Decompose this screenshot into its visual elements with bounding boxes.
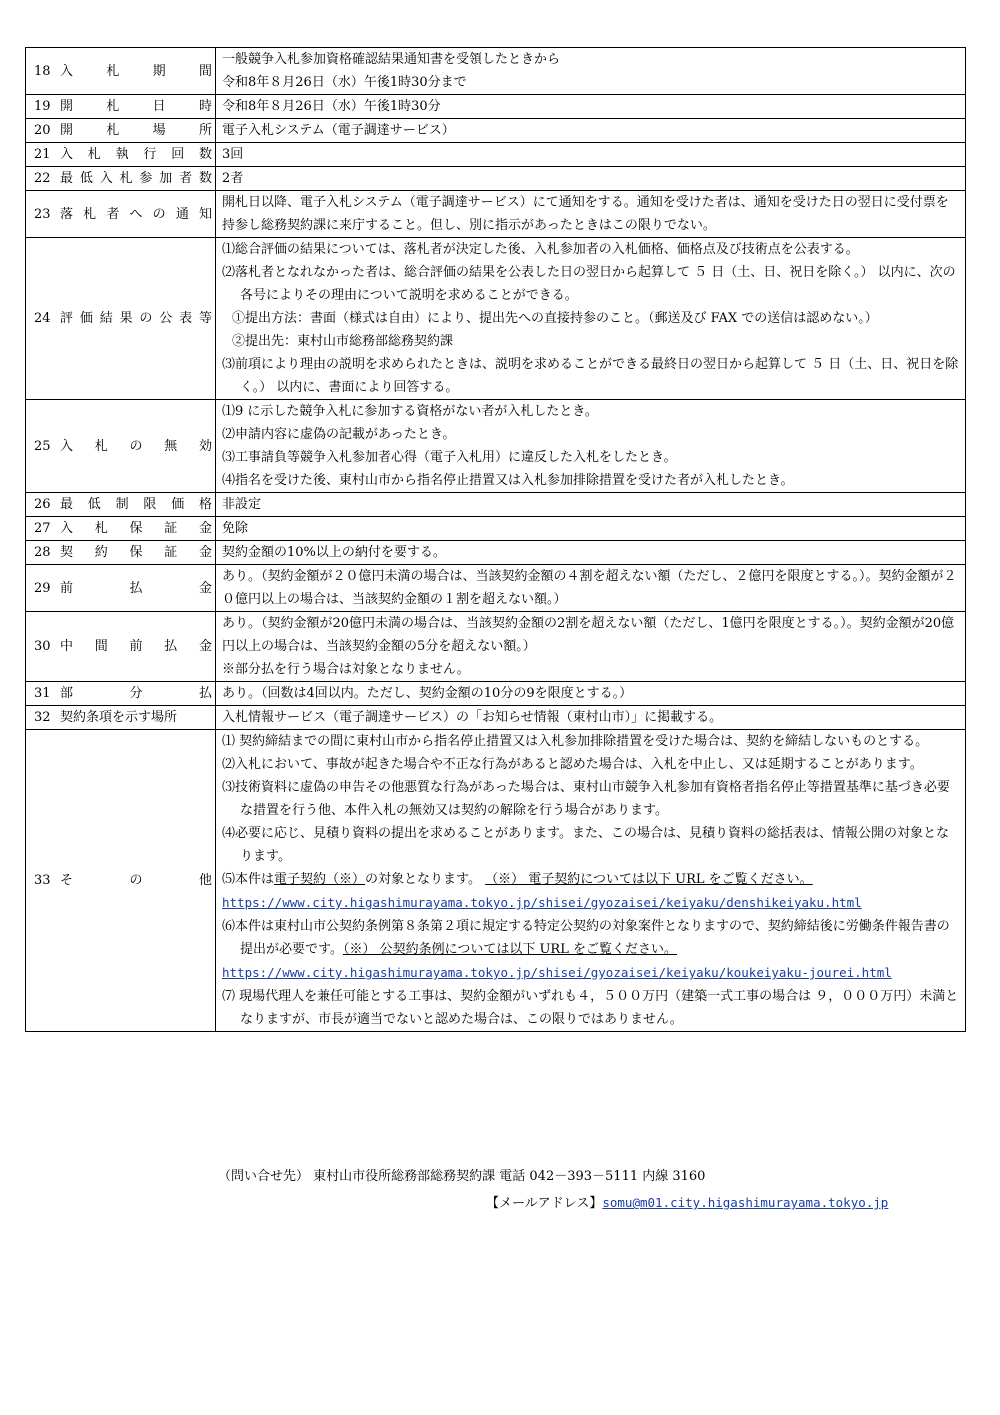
table-row xyxy=(26,238,966,400)
row-value: ⑴総合評価の結果については、落札者が決定した後、入札参加者の入札価格、価格点及び技術点を公表する。 ⑵落札者となれなかった者は、総合評価の結果を公表した日の翌日から起算して ５ 日（土、日、祝日を除く。） 以内に、次の各号によりその理由について説明を求めることができる。 ①提出方法：書面（様式は自由）により、提出先への直接持参のこと。（郵送及び FAX での送信は認めない。） ②提出先：東村山市総務部総務契約課 ⑶前項により理由の説明を求められたときは、説明を求めることができる最終日の翌日から起算して ５ 日（土、日、祝日を除く。） 以内に、書面により回答する。 xyxy=(216,238,966,400)
table-row xyxy=(26,119,966,143)
row-label: 25 入札の無効 xyxy=(26,400,216,493)
row-label: 33 その他 xyxy=(26,730,216,1032)
row-value: 2者 xyxy=(216,167,966,191)
document-page xyxy=(25,47,966,1032)
email-link[interactable]: somu@m01.city.higashimurayama.tokyo.jp xyxy=(602,1195,889,1210)
row-value: あり。（回数は4回以内。ただし、契約金額の10分の9を限度とする。） xyxy=(216,682,966,706)
row-label: 29 前払金 xyxy=(26,565,216,612)
row-label: 20 開札場所 xyxy=(26,119,216,143)
row-label: 22 最低入札参加者数 xyxy=(26,167,216,191)
row-value: ⑴9 に示した競争入札に参加する資格がない者が入札したとき。 ⑵申請内容に虚偽の記載があったとき。 ⑶工事請負等競争入札参加者心得（電子入札用）に違反した入札をしたとき。 ⑷指名を受けた後、東村山市から指名停止措置又は入札参加排除措置を受けた者が入札したとき。 xyxy=(216,400,966,493)
table-row xyxy=(26,612,966,682)
row-value: 3回 xyxy=(216,143,966,167)
row-value: あり。（契約金額が２０億円未満の場合は、当該契約金額の４割を超えない額（ただし、２億円を限度とする。）。契約金額が２０億円以上の場合は、当該契約金額の１割を超えない額。） xyxy=(216,565,966,612)
table-row xyxy=(26,191,966,238)
table-row xyxy=(26,730,966,1032)
row-value: 令和8年８月26日（水）午後1時30分 xyxy=(216,95,966,119)
table-row xyxy=(26,706,966,730)
row-value: 電子入札システム（電子調達サービス） xyxy=(216,119,966,143)
row-value: 開札日以降、電子入札システム（電子調達サービス）にて通知をする。通知を受けた者は、通知を受けた日の翌日に受付票を持参し総務契約課に来庁すること。但し、別に指示があったときはこの限りでない。 xyxy=(216,191,966,238)
row-value: 一般競争入札参加資格確認結果通知書を受領したときから 令和8年８月26日（水）午後1時30分まで xyxy=(216,48,966,95)
row-value: 非設定 xyxy=(216,493,966,517)
row-value: ⑴ 契約締結までの間に東村山市から指名停止措置又は入札参加排除措置を受けた場合は、契約を締結しないものとする。 ⑵入札において、事故が起きた場合や不正な行為があると認めた場合は、入札を中止し、又は延期することがあります。 ⑶技術資料に虚偽の申告その他悪質な行為があった場合は、東村山市競争入札参加有資格者指名停止等措置基準に基づき必要な措置を行う他、本件入札の無効又は契約の解除を行う場合があります。 ⑷必要に応じ、見積り資料の提出を求めることがあります。また、この場合は、見積り資料の総括表は、情報公開の対象となります。 ⑸本件は電子契約（※）の対象となります。 （※） 電子契約については以下 URL をご覧ください。 https://www.city.higashimurayama.tokyo.jp/shisei/gyozaisei/keiyaku/denshikeiyaku.html ⑹本件は東村山市公契約条例第８条第２項に規定する特定公契約の対象案件となりますので、契約締結後に労働条件報告書の提出が必要です。（※） 公契約条例については以下 URL をご覧ください。 https://www.city.higashimurayama.tokyo.jp/shisei/gyozaisei/keiyaku/koukeiyaku-jourei.html ⑺ 現場代理人を兼任可能とする工事は、契約金額がいずれも４，５００万円（建築一式工事の場合は ９，０００万円）未満となりますが、市長が適当でないと認めた場合は、この限りではありません。 xyxy=(216,730,966,1032)
row-label: 30 中間前払金 xyxy=(26,612,216,682)
table-row xyxy=(26,400,966,493)
table-row xyxy=(26,143,966,167)
email-line xyxy=(486,1192,888,1211)
row-value: 入札情報サービス（電子調達サービス）の「お知らせ情報（東村山市）」に掲載する。 xyxy=(216,706,966,730)
table-row xyxy=(26,48,966,95)
table-row xyxy=(26,167,966,191)
table-row xyxy=(26,493,966,517)
row-value: 免除 xyxy=(216,517,966,541)
koukeiyaku-jourei-link[interactable]: https://www.city.higashimurayama.tokyo.jp/shisei/gyozaisei/keiyaku/koukeiyaku-jourei.html xyxy=(222,965,892,980)
contact-info: （問い合せ先） 東村山市役所総務部総務契約課 電話 042－393－5111 内線 3160 xyxy=(218,1169,706,1184)
row-label: 23 落札者への通知 xyxy=(26,191,216,238)
email-label: 【メールアドレス】 xyxy=(486,1196,603,1211)
row-value: 契約金額の10%以上の納付を要する。 xyxy=(216,541,966,565)
table-row xyxy=(26,541,966,565)
row-label: 31 部分払 xyxy=(26,682,216,706)
row-label: 27 入札保証金 xyxy=(26,517,216,541)
row-label: 26 最低制限価格 xyxy=(26,493,216,517)
row-label: 32 契約条項を示す場所 xyxy=(26,706,216,730)
row-value: あり。（契約金額が20億円未満の場合は、当該契約金額の2割を超えない額（ただし、1億円を限度とする。）。契約金額が20億円以上の場合は、当該契約金額の5分を超えない額。） ※部分払を行う場合は対象となりません。 xyxy=(216,612,966,682)
row-label: 18 入札期間 xyxy=(26,48,216,95)
row-label: 24 評価結果の公表等 xyxy=(26,238,216,400)
table-row xyxy=(26,565,966,612)
denshikeiyaku-link[interactable]: https://www.city.higashimurayama.tokyo.jp/shisei/gyozaisei/keiyaku/denshikeiyaku.html xyxy=(222,895,862,910)
row-label: 21 入札執行回数 xyxy=(26,143,216,167)
tender-conditions-table xyxy=(25,47,966,1032)
table-row xyxy=(26,517,966,541)
table-row xyxy=(26,682,966,706)
row-label: 19 開札日時 xyxy=(26,95,216,119)
table-row xyxy=(26,95,966,119)
row-label: 28 契約保証金 xyxy=(26,541,216,565)
